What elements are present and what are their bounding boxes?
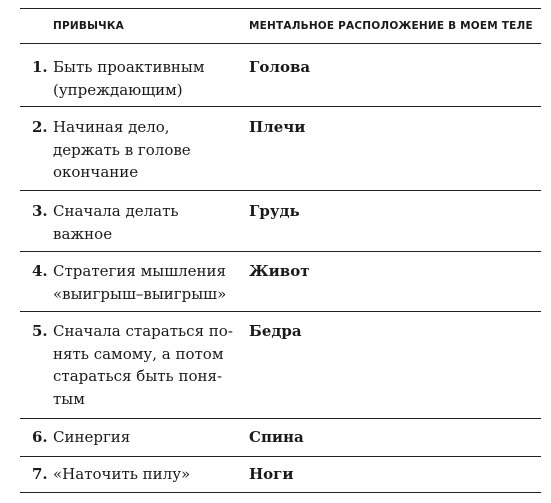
body-location: Голова xyxy=(249,58,311,76)
habit-text xyxy=(53,260,253,305)
row-number: 6. xyxy=(32,428,48,446)
row-divider xyxy=(20,456,541,457)
habit-line: Быть проактивным xyxy=(53,58,205,76)
body-location: Грудь xyxy=(249,202,300,220)
row-divider xyxy=(20,190,541,191)
habit-line: Синергия xyxy=(53,428,131,446)
body-location: Спина xyxy=(249,428,304,446)
body-location: Живот xyxy=(249,262,310,280)
habit-line: Стратегия мышления xyxy=(53,262,226,280)
row-number: 7. xyxy=(32,465,48,483)
habit-line: окончание xyxy=(53,163,139,182)
table-bottom-rule xyxy=(20,492,541,493)
habit-text xyxy=(53,200,253,245)
row-number: 3. xyxy=(32,202,48,220)
habit-line: стараться быть поня- xyxy=(53,367,223,386)
row-divider xyxy=(20,311,541,312)
row-number: 4. xyxy=(32,262,48,280)
row-number: 2. xyxy=(32,118,48,136)
habit-text xyxy=(53,426,253,449)
habit-line: держать в голове xyxy=(53,140,191,159)
habit-line: тым xyxy=(53,390,85,409)
habit-text xyxy=(53,320,253,411)
habit-line: нять самому, а потом xyxy=(53,344,224,363)
habit-line: Сначала делать xyxy=(53,202,179,220)
header-bottom-rule xyxy=(20,43,541,44)
body-location: Ноги xyxy=(249,465,294,483)
habit-line: «Наточить пилу» xyxy=(53,465,191,483)
habit-line: Начиная дело, xyxy=(53,118,170,136)
habit-text xyxy=(53,116,253,184)
row-number: 5. xyxy=(32,322,48,340)
column-header-body-location: МЕНТАЛЬНОЕ РАСПОЛОЖЕНИЕ В МОЕМ ТЕЛЕ xyxy=(249,20,533,32)
habit-line: важное xyxy=(53,224,113,243)
body-location: Плечи xyxy=(249,118,306,136)
habit-line: «выигрыш–выигрыш» xyxy=(53,284,227,303)
habit-line: Сначала стараться по- xyxy=(53,322,233,340)
body-location: Бедра xyxy=(249,322,302,340)
row-divider xyxy=(20,251,541,252)
column-header-habit: ПРИВЫЧКА xyxy=(53,20,124,32)
habit-text xyxy=(53,463,253,486)
habit-line: (упреждающим) xyxy=(53,80,183,99)
header-top-rule xyxy=(20,8,541,9)
row-number: 1. xyxy=(32,58,48,76)
habit-text xyxy=(53,56,253,101)
row-divider xyxy=(20,106,541,107)
row-divider xyxy=(20,418,541,419)
